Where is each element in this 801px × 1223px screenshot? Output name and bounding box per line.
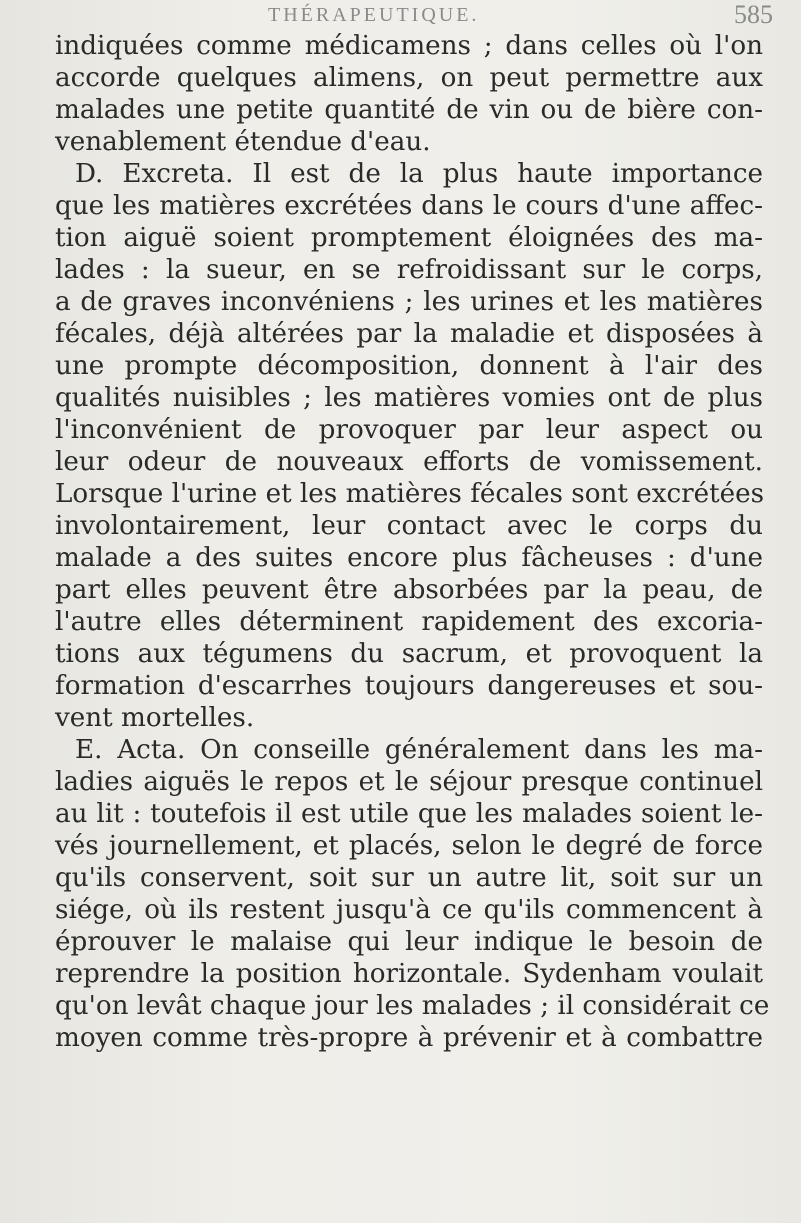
text-line: E. Acta. On conseille généralement dans les ma- xyxy=(75,735,763,765)
running-head: THÉRAPEUTIQUE. xyxy=(268,4,480,26)
text-line: involontairement, leur contact avec le corps du xyxy=(55,511,763,541)
text-line: part elles peuvent être absorbées par la peau, de xyxy=(55,575,763,605)
text-line: qualités nuisibles ; les matières vomies ont de plus xyxy=(55,383,763,413)
text-line: une prompte décomposition, donnent à l'air des xyxy=(55,351,763,381)
text-line: lades : la sueur, en se refroidissant sur le corps, xyxy=(55,255,763,285)
page-number: 585 xyxy=(734,0,773,29)
text-line: vés journellement, et placés, selon le degré de force xyxy=(55,831,763,861)
text-line: formation d'escarrhes toujours dangereuses et sou- xyxy=(55,671,763,701)
text-line: siége, où ils restent jusqu'à ce qu'ils commencent à xyxy=(55,895,763,925)
body-text xyxy=(55,30,770,1054)
text-line: indiquées comme médicamens ; dans celles où l'on xyxy=(55,31,763,61)
text-line: reprendre la position horizontale. Sydenham voulait xyxy=(55,959,763,989)
text-line: qu'ils conservent, soit sur un autre lit, soit sur un xyxy=(55,863,763,893)
text-line: l'autre elles déterminent rapidement des excoria- xyxy=(55,607,763,637)
text-line: fécales, déjà altérées par la maladie et disposées à xyxy=(55,319,763,349)
text-line: l'inconvénient de provoquer par leur aspect ou xyxy=(55,415,763,445)
text-line: Lorsque l'urine et les matières fécales sont excrétées xyxy=(55,479,765,509)
text-line: D. Excreta. Il est de la plus haute importance xyxy=(75,159,763,189)
text-line: moyen comme très-propre à prévenir et à combattre xyxy=(55,1023,763,1053)
text-line: venablement étendue d'eau. xyxy=(55,127,431,157)
text-line: éprouver le malaise qui leur indique le besoin de xyxy=(55,927,763,957)
text-line: a de graves inconvéniens ; les urines et les matières xyxy=(55,287,763,317)
text-line: accorde quelques alimens, on peut permettre aux xyxy=(55,63,763,93)
text-line: malades une petite quantité de vin ou de bière con- xyxy=(55,95,763,125)
text-line: que les matières excrétées dans le cours d'une affec- xyxy=(55,191,763,221)
text-line: tion aiguë soient promptement éloignées des ma- xyxy=(55,223,763,253)
text-line: vent mortelles. xyxy=(55,703,255,733)
text-line: tions aux tégumens du sacrum, et provoquent la xyxy=(55,639,763,669)
text-line: leur odeur de nouveaux efforts de vomissement. xyxy=(55,447,763,477)
text-line: ladies aiguës le repos et le séjour presque continuel xyxy=(55,767,763,797)
text-line: qu'on levât chaque jour les malades ; il considérait ce xyxy=(55,991,770,1021)
text-line: malade a des suites encore plus fâcheuses : d'une xyxy=(55,543,763,573)
text-line: au lit : toutefois il est utile que les malades soient le- xyxy=(55,799,763,829)
